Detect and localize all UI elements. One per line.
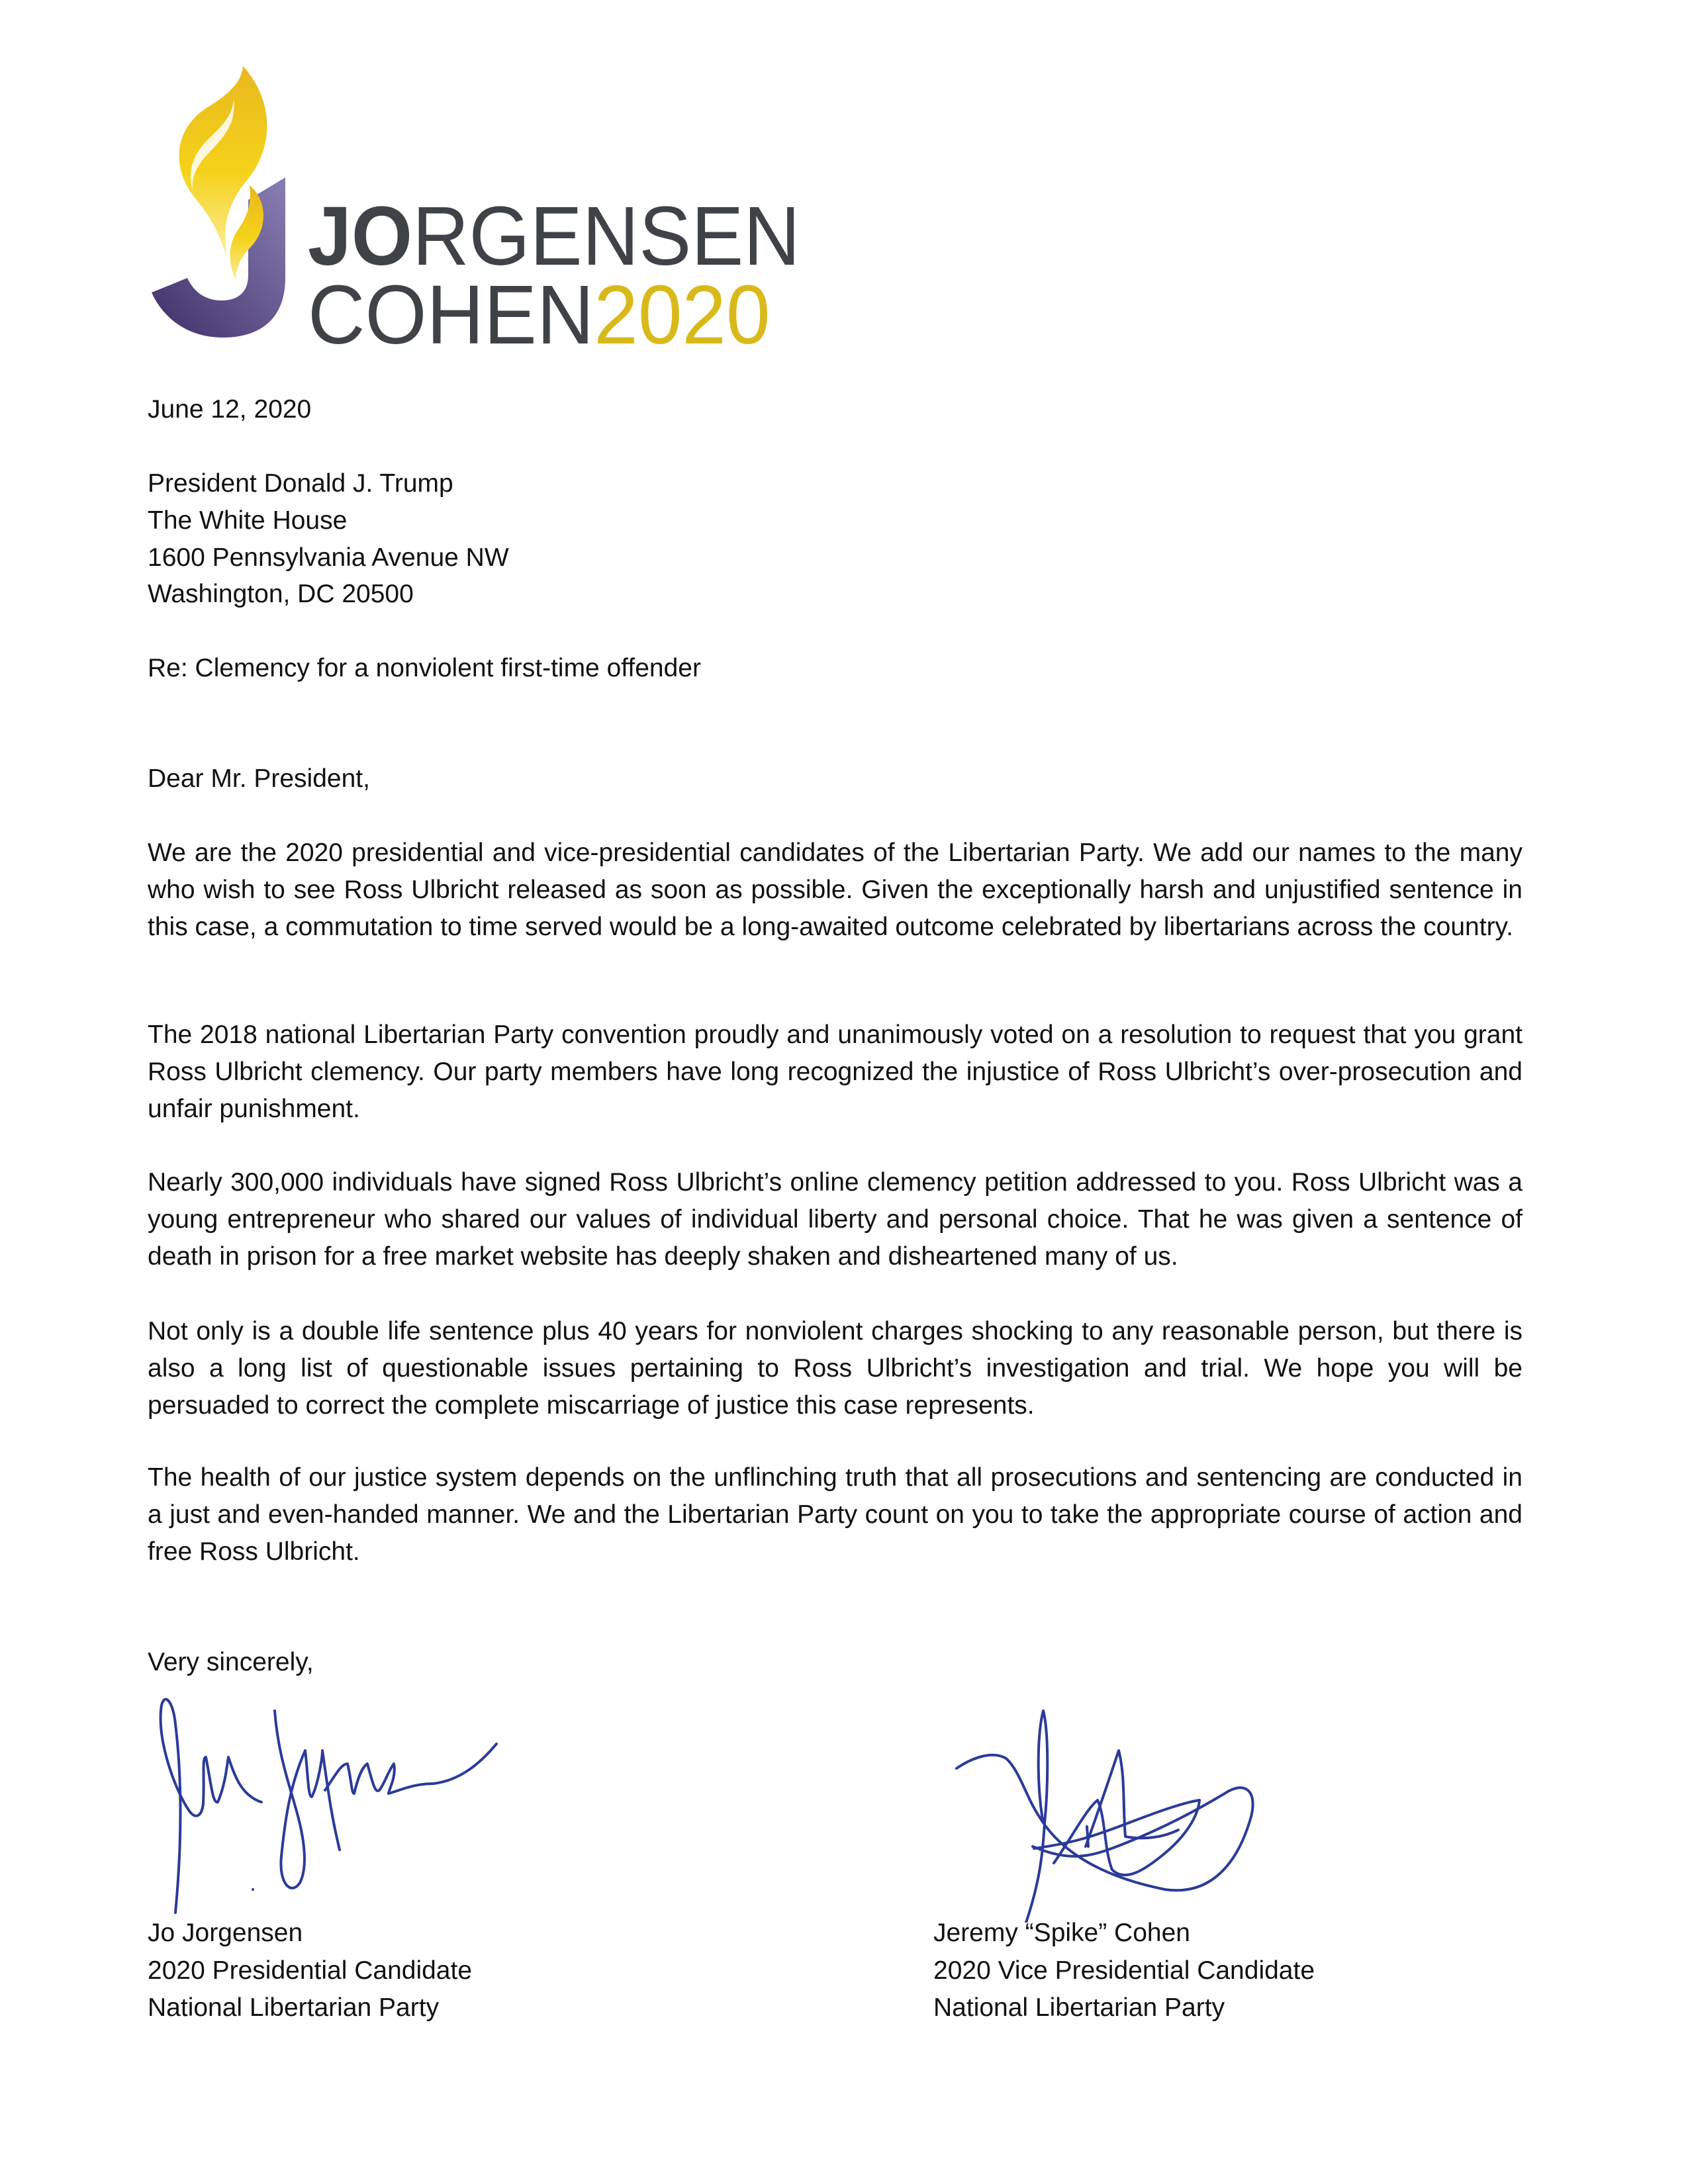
body-paragraph: Nearly 300,000 individuals have signed Ross Ulbricht’s online clemency petition addressed to you. Ross Ulbricht was a young entrepreneur who shared our values of individual liberty and personal choice. That he was given a sentence of death in prison for a free market website has deeply shaken and disheartened many of us. <box>148 1168 1523 1271</box>
body-paragraph: We are the 2020 presidential and vice-presidential candidates of the Libertarian Party. We add our names to the many who wish to see Ross Ulbricht released as soon as possible. Given the exceptionally harsh and unjustified sentence in this case, a commutation to time served would be a long-awaited outcome celebrated by libertarians across the country. <box>148 839 1523 941</box>
signatory-title: 2020 Vice Presidential Candidate <box>933 1956 1315 1985</box>
logo-wordmark-line2: COHEN2020 <box>308 268 771 361</box>
signatory-title: 2020 Presidential Candidate <box>148 1956 473 1985</box>
recipient-line: Washington, DC 20500 <box>148 580 414 608</box>
campaign-logo <box>149 60 800 361</box>
signature-jorgensen <box>149 1684 546 1916</box>
signatory-name: Jo Jorgensen <box>148 1919 303 1947</box>
recipient-line: President Donald J. Trump <box>148 469 453 498</box>
body-paragraph: Not only is a double life sentence plus 40 years for nonviolent charges shocking to any reasonable person, but there is also a long list of questionable issues pertaining to Ross Ulbricht’s investigation and trial. We hope you will be persuaded to correct the complete miscarriage of justice this case represents. <box>148 1317 1523 1420</box>
signatory-organization: National Libertarian Party <box>933 1993 1225 2022</box>
salutation: Dear Mr. President, <box>148 764 370 793</box>
torch-j-icon <box>149 60 301 344</box>
signatory-name: Jeremy “Spike” Cohen <box>933 1919 1190 1947</box>
signatory-organization: National Libertarian Party <box>148 1993 440 2022</box>
recipient-line: The White House <box>148 506 348 535</box>
signature-cohen <box>927 1684 1271 1923</box>
recipient-line: 1600 Pennsylvania Avenue NW <box>148 543 509 572</box>
body-paragraph: The health of our justice system depends on the unflinching truth that all prosecutions and sentencing are conducted in a just and even-handed manner. We and the Libertarian Party count on you to take the appropriate course of action and free Ross Ulbricht. <box>148 1463 1523 1566</box>
subject-line: Re: Clemency for a nonviolent first-time offender <box>148 654 701 682</box>
body-paragraph: The 2018 national Libertarian Party convention proudly and unanimously voted on a resolution to request that you grant Ross Ulbricht clemency. Our party members have long recognized the injustice of Ross Ulbricht’s over-prosecution and unfair punishment. <box>148 1021 1523 1123</box>
closing: Very sincerely, <box>148 1648 314 1676</box>
letter-date: June 12, 2020 <box>148 395 312 424</box>
logo-wordmark-line1: JORGENSEN <box>308 189 800 283</box>
